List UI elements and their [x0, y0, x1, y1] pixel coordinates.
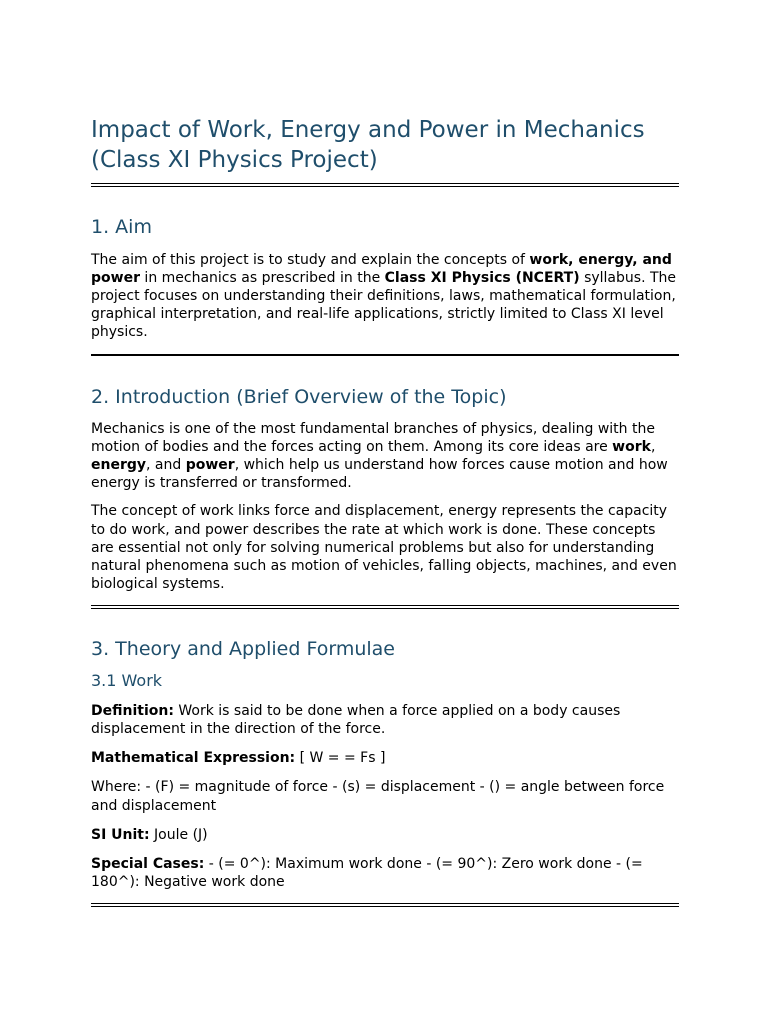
- aim-heading: 1. Aim: [91, 215, 152, 238]
- intro-bold-power: power: [185, 456, 235, 473]
- introduction-divider: [91, 605, 679, 609]
- si-unit-text: Joule (J): [149, 826, 208, 843]
- intro-text-4: , which help us understand how forces cause motion and how energy is transferred or transformed.: [91, 456, 668, 492]
- aim-text-1: The aim of this project is to study and explain the concepts of: [91, 251, 530, 268]
- definition-text: Work is said to be done when a force applied on a body causes displacement in the direction of the force.: [91, 702, 621, 738]
- aim-text-2: in mechanics as prescribed in the: [139, 269, 385, 286]
- definition-label: Definition:: [91, 702, 174, 719]
- intro-text-3: , and: [146, 456, 186, 473]
- theory-heading: 3. Theory and Applied Formulae: [91, 637, 395, 660]
- work-where-text: Where: - (F) = magnitude of force - (s) = displacement - () = angle between force and displacement: [91, 779, 665, 814]
- document-content: [91, 115, 679, 907]
- theory-divider: [91, 903, 679, 907]
- title-divider: [91, 183, 679, 187]
- si-unit-label: SI Unit:: [91, 826, 150, 843]
- aim-paragraph: [91, 251, 679, 342]
- intro-text-1: Mechanics is one of the most fundamental branches of physics, dealing with the motion of bodies and the forces acting on them. Among its core ideas are: [91, 420, 655, 455]
- work-special-cases: [91, 855, 679, 891]
- work-math-expression: [91, 749, 679, 767]
- math-expression-text: [ W = = Fs ]: [295, 750, 386, 767]
- introduction-heading: 2. Introduction (Brief Overview of the Topic): [91, 385, 507, 408]
- introduction-paragraph-1: [91, 420, 679, 493]
- aim-divider: [91, 354, 679, 356]
- aim-text-3: syllabus. The project focuses on understanding their definitions, laws, mathematical formulation, graphical interpretation, and real-life applications, strictly limited to Class XI level physics.: [91, 269, 677, 341]
- introduction-paragraph-2: The concept of work links force and displacement, energy represents the capacity to do work, and power describes the rate at which work is done. These concepts are essential not only for solving numerical problems but also for understanding natural phenomena such as motion of vehicles, falling objects, machines, and even biological systems.: [91, 503, 677, 593]
- work-definition: [91, 702, 679, 738]
- math-expression-label: Mathematical Expression:: [91, 750, 296, 767]
- aim-bold-1: work, energy, and power: [91, 251, 672, 286]
- special-cases-label: Special Cases:: [91, 856, 205, 873]
- aim-bold-2: Class XI Physics (NCERT): [384, 269, 580, 286]
- work-subheading: 3.1 Work: [91, 670, 163, 690]
- work-si-unit: [91, 826, 679, 844]
- intro-bold-work: work: [612, 438, 651, 455]
- special-cases-text: - (= 0^): Maximum work done - (= 90^): Zero work done - (= 180^): Negative work done: [91, 856, 643, 891]
- document-title: Impact of Work, Energy and Power in Mechanics (Class XI Physics Project): [91, 117, 645, 173]
- intro-text-2: ,: [650, 438, 656, 455]
- intro-bold-energy: energy: [91, 456, 147, 473]
